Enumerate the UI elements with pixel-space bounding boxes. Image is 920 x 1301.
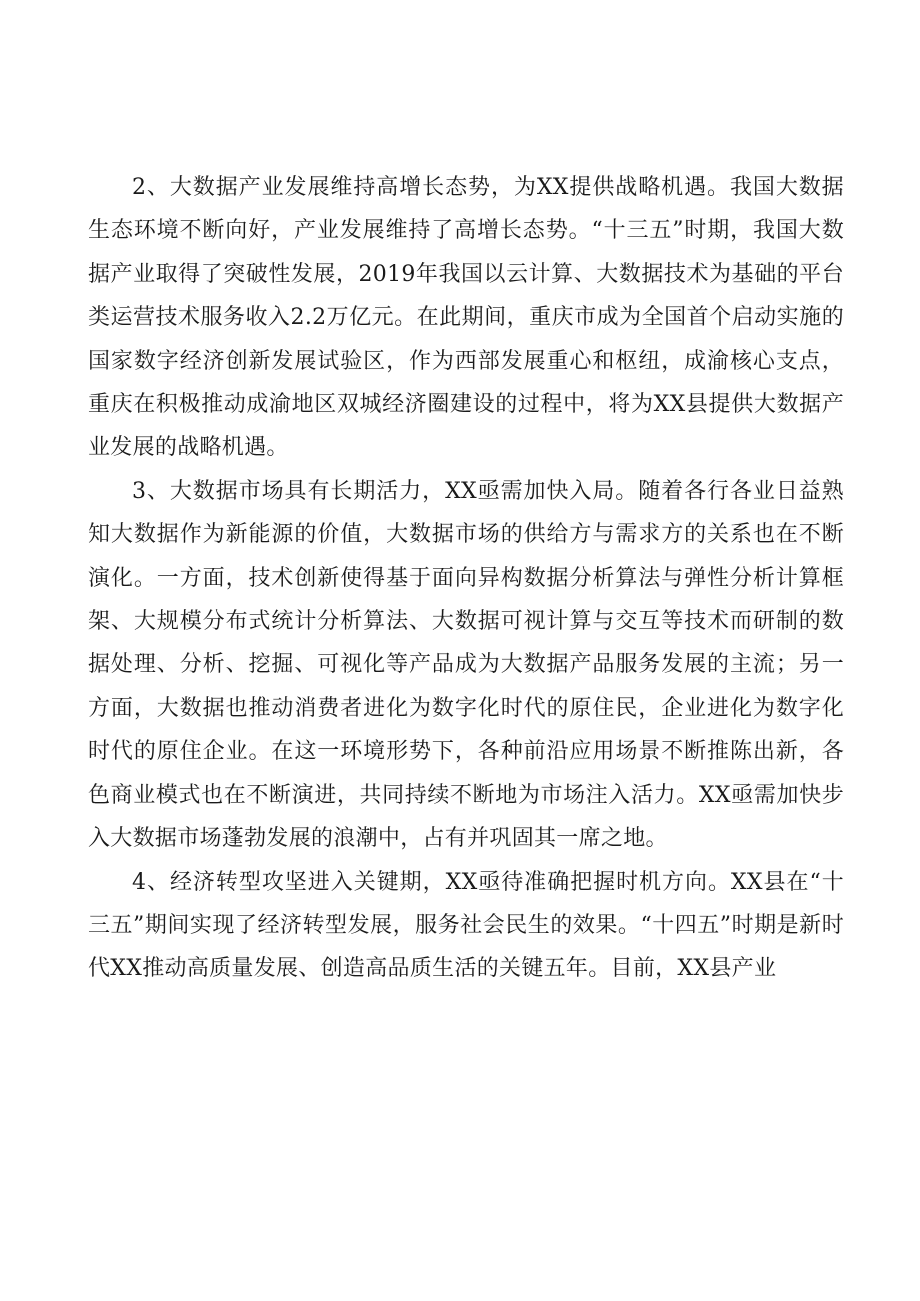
paragraph-3-big-data-market: 3、大数据市场具有长期活力，XX亟需加快入局。随着各行各业日益熟知大数据作为新能源的价值，大数据市场的供给方与需求方的关系也在不断演化。一方面，技术创新使得基于面向异构数据分析算法与弹性分析计算框架、大规模分布式统计分析算法、大数据可视计算与交互等技术而研制的数据处理、分析、挖掘、可视化等产品成为大数据产品服务发展的主流；另一方面，大数据也推动消费者进化为数字化时代的原住民，企业进化为数字化时代的原住企业。在这一环境形势下，各种前沿应用场景不断推陈出新，各色商业模式也在不断演进，共同持续不断地为市场注入活力。XX亟需加快步入大数据市场蓬勃发展的浪潮中，占有并巩固其一席之地。 bbox=[88, 478, 844, 852]
paragraph-2-big-data-industry: 2、大数据产业发展维持高增长态势，为XX提供战略机遇。我国大数据生态环境不断向好，产业发展维持了高增长态势。“十三五”时期，我国大数据产业取得了突破性发展，2019年我国以云计算、大数据技术为基础的平台类运营技术服务收入2.2万亿元。在此期间，重庆市成为全国首个启动实施的国家数字经济创新发展试验区，作为西部发展重心和枢纽，成渝核心支点，重庆在积极推动成渝地区双城经济圈建设的过程中，将为XX县提供大数据产业发展的战略机遇。 bbox=[88, 175, 844, 461]
document-body bbox=[88, 166, 844, 991]
paragraph-4-economic-transition: 4、经济转型攻坚进入关键期，XX亟待准确把握时机方向。XX县在“十三五”期间实现了经济转型发展，服务社会民生的效果。“十四五”时期是新时代XX推动高质量发展、创造高品质生活的关键五年。目前，XX县产业 bbox=[88, 869, 844, 982]
